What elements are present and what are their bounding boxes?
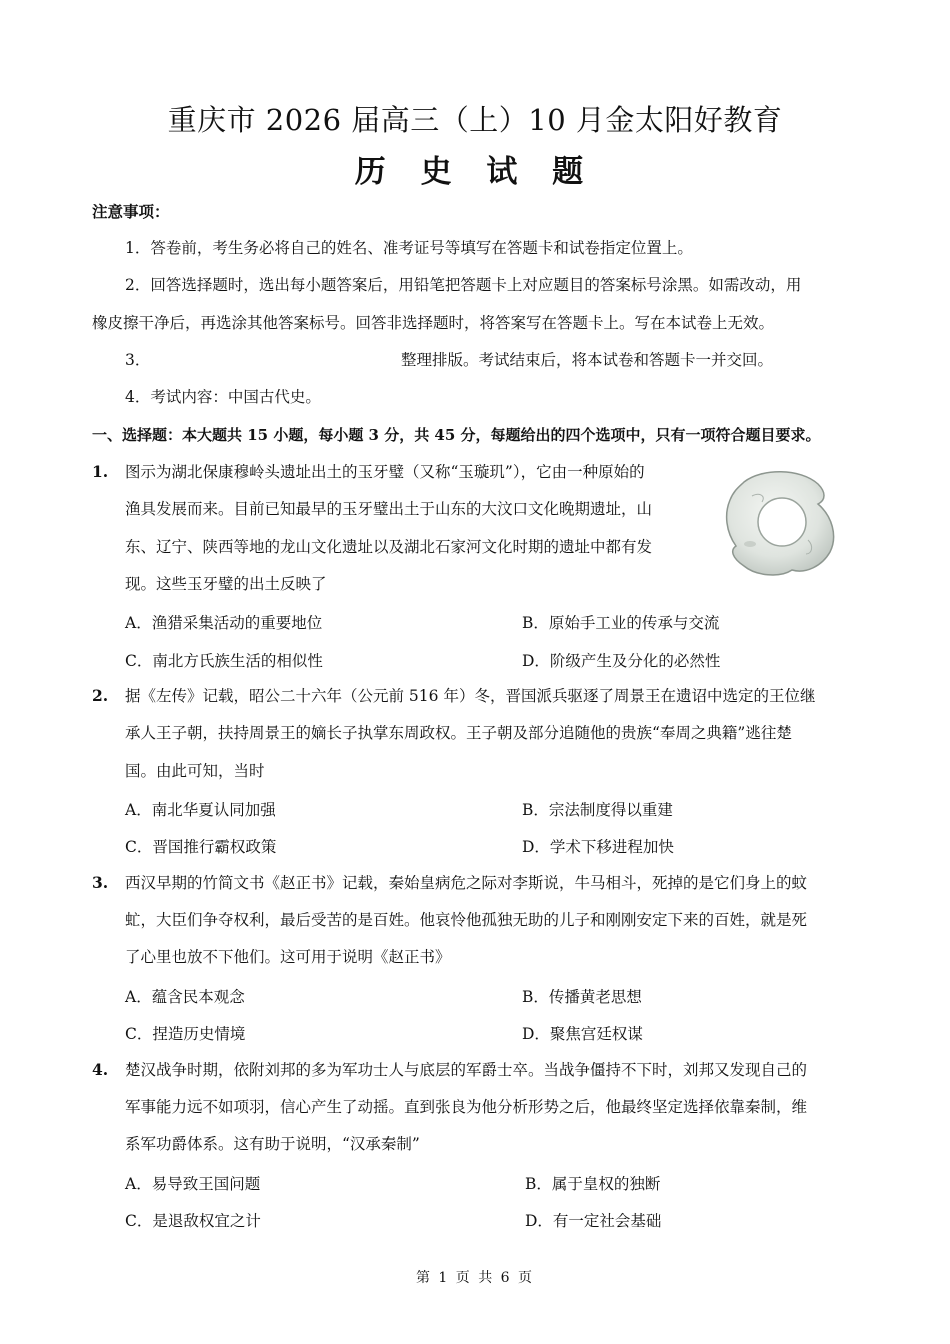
- question-1-line: 现。这些玉牙璧的出土反映了: [125, 575, 327, 593]
- question-4-line: 军事能力远不如项羽，信心产生了动摇。直到张良为他分析形势之后，他最终坚定选择依靠秦制，维: [125, 1098, 808, 1116]
- question-1-number: 1.: [92, 462, 109, 481]
- notice-item-4: 4．考试内容：中国古代史。: [125, 388, 321, 406]
- notice-item-3-text: 整理排版。考试结束后，将本试卷和答题卡一并交回。: [401, 351, 774, 369]
- question-1-option-d[interactable]: D．阶级产生及分化的必然性: [522, 652, 721, 670]
- question-3-line: 了心里也放不下他们。这可用于说明《赵正书》: [125, 948, 451, 966]
- question-2-number: 2.: [92, 686, 109, 705]
- notice-item-2-line-2: 橡皮擦干净后，再选涂其他答案标号。回答非选择题时，将答案写在答题卡上。写在本试卷上无效。: [92, 314, 775, 332]
- question-3-option-b[interactable]: B．传播黄老思想: [522, 988, 642, 1006]
- question-1-option-c[interactable]: C．南北方氏族生活的相似性: [125, 652, 323, 670]
- question-3-option-c[interactable]: C．捏造历史情境: [125, 1025, 246, 1043]
- notice-item-3-num: 3．: [125, 351, 151, 369]
- question-1-line: 渔具发展而来。目前已知最早的玉牙璧出土于山东的大汶口文化晚期遗址，山: [125, 500, 653, 518]
- notice-item-2-line-1: 2．回答选择题时，选出每小题答案后，用铅笔把答题卡上对应题目的答案标号涂黑。如需改动，用: [125, 276, 802, 294]
- question-4-number: 4.: [92, 1060, 109, 1079]
- question-4-option-c[interactable]: C．是退敌权宜之计: [125, 1212, 261, 1230]
- subject-title: 历 史 试 题: [354, 154, 596, 190]
- question-2-line: 国。由此可知，当时: [125, 762, 265, 780]
- question-4-line: 楚汉战争时期，依附刘邦的多为军功士人与底层的军爵士卒。当战争僵持不下时，刘邦又发现自己的: [125, 1061, 808, 1079]
- question-2-line: 承人王子朝，扶持周景王的嫡长子执掌东周政权。王子朝及部分追随他的贵族“奉周之典籍”逃往楚: [125, 724, 792, 742]
- question-4-option-b[interactable]: B．属于皇权的独断: [525, 1175, 661, 1193]
- question-1-option-a[interactable]: A．渔猎采集活动的重要地位: [125, 614, 323, 632]
- section-heading: 一、选择题：本大题共 15 小题，每小题 3 分，共 45 分，每题给出的四个选项中，只有一项符合题目要求。: [92, 426, 821, 444]
- notice-item-1: 1．答卷前，考生务必将自己的姓名、准考证号等填写在答题卡和试卷指定位置上。: [125, 239, 693, 257]
- question-3-option-d[interactable]: D．聚焦宫廷权谋: [522, 1025, 643, 1043]
- question-2-option-b[interactable]: B．宗法制度得以重建: [522, 801, 673, 819]
- question-1-line: 东、辽宁、陕西等地的龙山文化遗址以及湖北石家河文化时期的遗址中都有发: [125, 538, 653, 556]
- question-4-line: 系军功爵体系。这有助于说明，“汉承秦制”: [125, 1135, 420, 1153]
- exam-title: 重庆市 2026 届高三（上）10 月金太阳好教育: [167, 103, 783, 137]
- page-number: 第 1 页 共 6 页: [415, 1270, 535, 1286]
- question-2-line: 据《左传》记载，昭公二十六年（公元前 516 年）冬，晋国派兵驱逐了周景王在遗诏中选定的王位继: [125, 687, 816, 705]
- question-4-option-a[interactable]: A．易导致王国问题: [125, 1175, 261, 1193]
- question-2-option-c[interactable]: C．晋国推行霸权政策: [125, 838, 277, 856]
- question-3-line: 西汉早期的竹简文书《赵正书》记载，秦始皇病危之际对李斯说，牛马相斗，死掉的是它们身上的蚊: [125, 874, 808, 892]
- question-1-line: 图示为湖北保康穆岭头遗址出土的玉牙璧（又称“玉璇玑”），它由一种原始的: [125, 463, 645, 481]
- question-3-line: 虻，大臣们争夺权利，最后受苦的是百姓。他哀怜他孤独无助的儿子和刚刚安定下来的百姓，就是死: [125, 911, 808, 929]
- question-2-option-d[interactable]: D．学术下移进程加快: [522, 838, 674, 856]
- question-2-option-a[interactable]: A．南北华夏认同加强: [125, 801, 276, 819]
- question-1-option-b[interactable]: B．原始手工业的传承与交流: [522, 614, 720, 632]
- jade-ring-icon: [722, 466, 840, 578]
- question-3-number: 3.: [92, 873, 109, 892]
- question-3-option-a[interactable]: A．蕴含民本观念: [125, 988, 245, 1006]
- question-4-option-d[interactable]: D．有一定社会基础: [525, 1212, 662, 1230]
- notice-heading: 注意事项：: [92, 202, 170, 221]
